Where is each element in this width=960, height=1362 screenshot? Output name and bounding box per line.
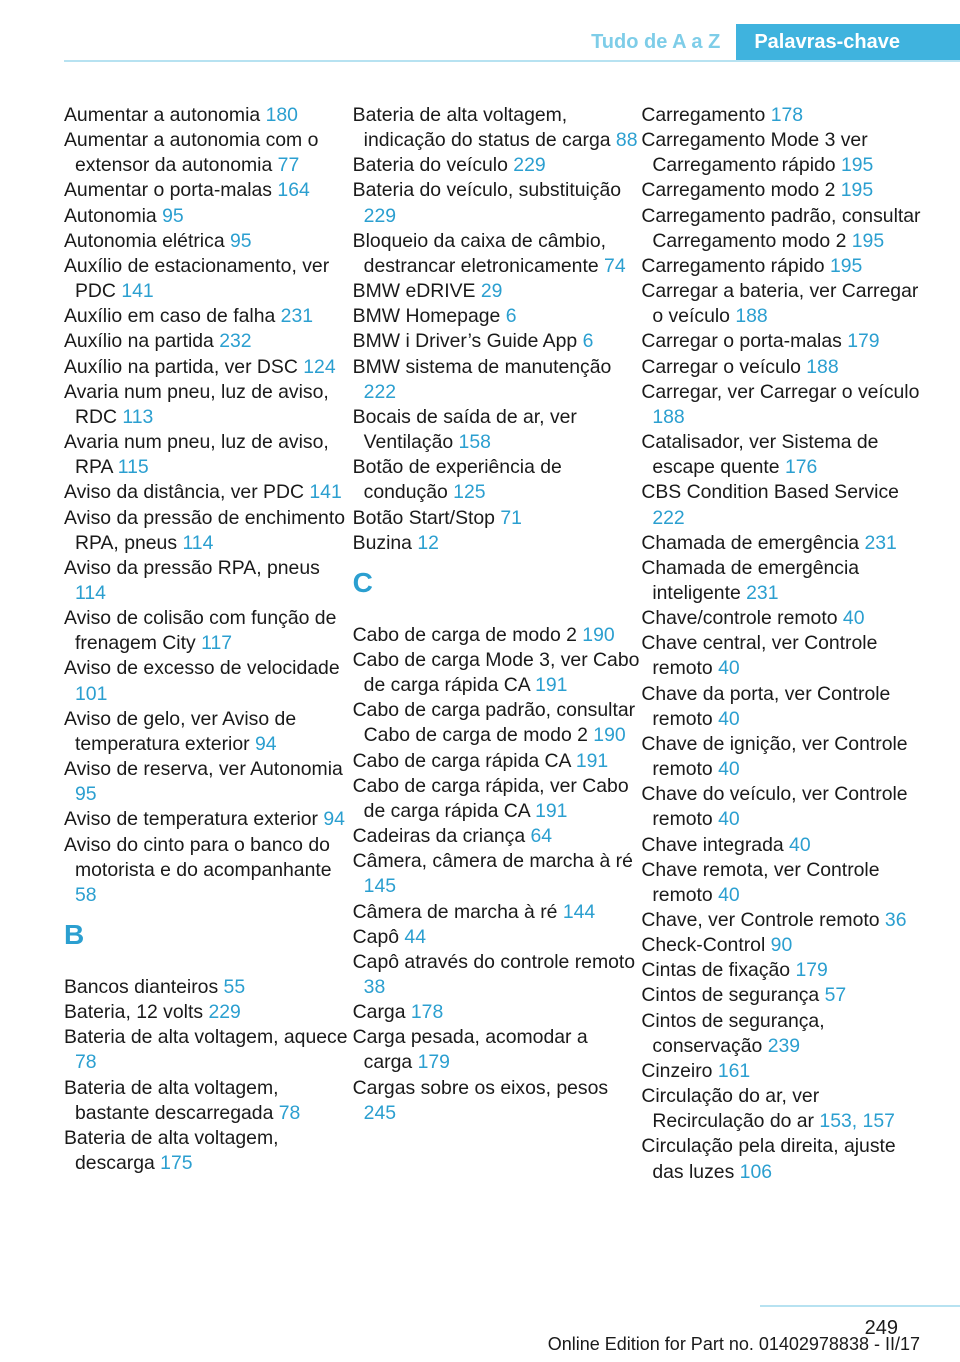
index-entry xyxy=(353,506,642,531)
page-reference-link[interactable]: 88 xyxy=(615,129,638,152)
index-entry-text: Câmera, câmera de marcha à ré xyxy=(352,850,633,873)
index-entry-text: Bateria de alta voltagem, descarga xyxy=(64,1126,279,1175)
page-reference-link[interactable]: 164 xyxy=(277,179,310,202)
index-entry xyxy=(641,908,930,933)
index-entry xyxy=(64,556,353,606)
page-reference-link[interactable]: 191 xyxy=(535,799,568,822)
page-reference-link[interactable]: 40 xyxy=(718,657,740,680)
index-entry xyxy=(353,1000,642,1025)
header-divider xyxy=(64,60,960,62)
page-reference-link[interactable]: 178 xyxy=(410,1001,444,1024)
page-reference-link[interactable]: 190 xyxy=(593,724,626,747)
page-reference-link[interactable]: 101 xyxy=(75,682,108,705)
index-entry xyxy=(353,531,642,556)
index-entry-text: Carregamento xyxy=(641,104,771,126)
index-entry xyxy=(353,103,642,153)
title-tab[interactable]: Palavras-chave xyxy=(736,24,960,60)
index-entry-text: Bateria, 12 volts xyxy=(64,1001,209,1024)
index-entry xyxy=(64,480,353,505)
index-entry-text: Capô xyxy=(352,925,405,948)
index-entry xyxy=(64,807,353,832)
index-entry-text: Botão Start/Stop xyxy=(352,506,501,529)
index-entry xyxy=(641,631,930,681)
page-reference-link[interactable]: 195 xyxy=(851,229,885,252)
page-reference-link[interactable]: 178 xyxy=(770,104,804,126)
page-reference-link[interactable]: 141 xyxy=(309,481,342,504)
page-reference-link[interactable]: 124 xyxy=(303,355,336,378)
index-entry-text: Cintas de fixação xyxy=(641,959,796,982)
index-entry-text: Bateria do veículo xyxy=(352,154,514,177)
index-entry-text: BMW i Driver’s Guide App xyxy=(352,330,583,353)
index-entry-text: Bateria de alta voltagem, indicação do status de carga xyxy=(352,104,616,152)
index-entry-text: Check-Control xyxy=(641,934,771,957)
index-entry-text: Carregamento padrão, consultar Carregamento modo 2 xyxy=(641,204,921,252)
index-entry xyxy=(641,606,930,631)
index-entry xyxy=(641,254,930,279)
page-reference-link[interactable]: 12 xyxy=(417,531,439,554)
index-entry xyxy=(641,858,930,908)
page-reference-link[interactable]: 239 xyxy=(767,1034,801,1057)
page-reference-link[interactable]: 229 xyxy=(513,154,546,177)
index-entry xyxy=(353,824,642,849)
page-reference-link[interactable]: 180 xyxy=(265,104,298,126)
index-entry xyxy=(64,506,353,556)
index-entry-text: BMW Homepage xyxy=(352,305,506,328)
page-reference-link[interactable]: 195 xyxy=(840,179,874,202)
page-reference-link[interactable]: 179 xyxy=(795,959,828,982)
index-entry xyxy=(641,279,930,329)
index-entry-text: Chave de ignição, ver Controle remoto xyxy=(641,732,908,781)
index-entry xyxy=(641,1059,930,1084)
index-entry-text: Chamada de emergência xyxy=(641,531,865,554)
index-entry xyxy=(641,531,930,556)
index-entry-text: Carregamento Mode 3 ver Carregamento rápido xyxy=(641,129,868,177)
page-reference-link[interactable]: 6 xyxy=(582,330,594,353)
index-letter-heading: C xyxy=(352,566,373,598)
index-entry-text: Bateria do veículo, substituição xyxy=(352,179,622,202)
index-entry xyxy=(641,430,930,480)
index-entry-text: Chave central, ver Controle remoto xyxy=(641,632,878,680)
index-entry xyxy=(64,1000,353,1025)
index-entry-text: Cabo de carga de modo 2 xyxy=(352,623,583,646)
index-entry xyxy=(353,329,642,354)
index-entry-text: Aviso de reserva, ver Autonomia xyxy=(64,758,343,781)
page-reference-link[interactable]: 190 xyxy=(582,623,615,646)
page-reference-link[interactable]: 106 xyxy=(739,1160,773,1183)
page-reference-link[interactable]: 29 xyxy=(480,280,503,303)
index-entry xyxy=(353,405,642,455)
page-reference-link[interactable]: 55 xyxy=(223,976,246,998)
index-entry-text: Buzina xyxy=(352,531,418,554)
index-entry xyxy=(641,782,930,832)
section-tab[interactable]: Tudo de A a Z xyxy=(573,24,736,60)
index-column-2 xyxy=(353,103,642,1185)
index-entry xyxy=(641,1009,930,1059)
page-reference-link[interactable]: 191 xyxy=(535,674,568,697)
index-entry-text: Autonomia elétrica xyxy=(64,229,230,252)
page-reference-link[interactable]: 145 xyxy=(363,875,397,898)
footer-edition-text: Online Edition for Part no. 01402978838 - II/17 xyxy=(547,1334,920,1354)
page-reference-link[interactable]: 90 xyxy=(770,934,793,957)
page-reference-link[interactable]: 191 xyxy=(575,749,609,772)
page-reference-link[interactable]: 40 xyxy=(718,707,740,730)
index-entry xyxy=(353,355,642,405)
index-entry xyxy=(64,204,353,229)
page-reference-link[interactable]: 232 xyxy=(219,330,252,353)
page-reference-link[interactable]: 175 xyxy=(160,1152,193,1175)
page-reference-link[interactable]: 179 xyxy=(417,1051,450,1074)
index-entry-text: Chave remota, ver Controle remoto xyxy=(641,858,880,906)
index-entry xyxy=(641,355,930,380)
index-entry-text: Aumentar a autonomia com o extensor da autonomia xyxy=(64,129,319,177)
index-entry-text: Bocais de saída de ar, ver Ventilação xyxy=(352,405,577,454)
page-reference-link[interactable]: 229 xyxy=(363,204,397,227)
page-reference-link[interactable]: 95 xyxy=(75,783,97,806)
index-entry-text: Cintos de segurança xyxy=(641,984,825,1007)
index-entry-text: Avaria num pneu, luz de aviso, RPA xyxy=(64,431,329,479)
index-entry xyxy=(64,833,353,908)
page-number: 249 xyxy=(864,1317,898,1339)
index-entry-text: Câmera de marcha à ré xyxy=(352,900,563,923)
page-reference-link[interactable]: 71 xyxy=(500,506,522,529)
page-reference-link[interactable]: 36 xyxy=(884,909,907,931)
index-entry xyxy=(64,254,353,304)
index-entry xyxy=(353,925,642,950)
page-reference-link[interactable]: 58 xyxy=(75,883,97,906)
index-entry-text: CBS Condition Based Service xyxy=(641,481,899,504)
index-entry xyxy=(64,329,353,354)
index-entry-text: Chave integrada xyxy=(641,833,790,856)
index-entry-text: Carregar, ver Carregar o veículo xyxy=(641,380,920,403)
page-reference-link[interactable]: 77 xyxy=(277,154,300,177)
page-reference-link[interactable]: 78 xyxy=(278,1101,301,1124)
index-entry xyxy=(641,958,930,983)
index-entry xyxy=(64,606,353,656)
footer-divider xyxy=(760,1305,960,1307)
page-reference-link[interactable]: 141 xyxy=(121,280,154,303)
page-reference-link[interactable]: 94 xyxy=(323,808,345,831)
page-reference-link[interactable]: 74 xyxy=(604,254,626,277)
index-entry xyxy=(641,204,930,254)
index-entry-text: Carga pesada, acomodar a carga xyxy=(352,1026,588,1074)
index-columns xyxy=(64,103,930,1185)
page-reference-link[interactable]: 229 xyxy=(208,1001,241,1024)
index-entry-text: Chave da porta, ver Controle remoto xyxy=(641,682,891,730)
index-entry xyxy=(641,178,930,203)
index-entry-text: BMW eDRIVE xyxy=(352,280,481,303)
index-entry xyxy=(641,480,930,530)
page-reference-link[interactable]: 6 xyxy=(505,305,517,328)
index-entry-text: Avaria num pneu, luz de aviso, RDC xyxy=(64,380,329,428)
index-entry-text: Cabo de carga rápida, ver Cabo de carga rápida CA xyxy=(352,774,629,822)
page-reference-link[interactable]: 40 xyxy=(842,607,865,630)
index-entry-text: Auxílio de estacionamento, ver PDC xyxy=(64,254,330,303)
index-entry xyxy=(64,103,353,128)
page-reference-link[interactable]: 125 xyxy=(453,481,486,504)
index-entry-text: Aviso da pressão RPA, pneus xyxy=(64,556,320,579)
index-entry xyxy=(641,329,930,354)
index-entry-text: Aviso de excesso de velocidade xyxy=(64,657,340,680)
index-entry-text: Aviso de gelo, ver Aviso de temperatura exterior xyxy=(64,707,297,755)
index-entry-text: Chave, ver Controle remoto xyxy=(641,909,885,931)
index-entry xyxy=(353,950,642,1000)
index-entry-text: Cintos de segurança, conservação xyxy=(641,1009,825,1057)
index-entry xyxy=(353,153,642,178)
page-reference-link[interactable]: 94 xyxy=(254,732,277,755)
page-reference-link[interactable]: 114 xyxy=(182,531,214,554)
index-entry-text: Aviso de temperatura exterior xyxy=(64,808,324,831)
index-entry-text: Cadeiras da criança xyxy=(352,825,531,848)
index-entry-text: Bateria de alta voltagem, bastante descarregada xyxy=(64,1076,279,1124)
page-reference-link[interactable]: 38 xyxy=(363,976,386,998)
index-entry xyxy=(641,983,930,1008)
index-entry xyxy=(353,304,642,329)
index-entry xyxy=(641,556,930,606)
index-entry xyxy=(64,656,353,706)
index-entry-text: Carregar a bateria, ver Carregar o veículo xyxy=(641,280,919,328)
page-reference-link[interactable]: 57 xyxy=(824,984,847,1007)
index-entry xyxy=(353,178,642,228)
index-entry xyxy=(353,279,642,304)
index-entry xyxy=(641,732,930,782)
index-entry-text: Chamada de emergência inteligente xyxy=(641,556,860,604)
index-entry xyxy=(641,380,930,430)
page-reference-link[interactable]: 188 xyxy=(735,305,768,328)
index-entry-text: Cabo de carga padrão, consultar Cabo de carga de modo 2 xyxy=(352,699,636,747)
index-entry-text: Aviso da pressão de enchimento RPA, pneus xyxy=(64,506,345,554)
index-entry xyxy=(353,229,642,279)
index-entry-text: Circulação pela direita, ajuste das luzes xyxy=(641,1135,896,1183)
index-entry xyxy=(64,304,353,329)
page-reference-link[interactable]: 222 xyxy=(652,506,685,529)
index-entry xyxy=(64,128,353,178)
page-reference-link[interactable]: 40 xyxy=(718,758,740,781)
page-reference-link[interactable]: 222 xyxy=(363,380,397,403)
index-entry xyxy=(64,380,353,430)
index-entry-text: Auxílio em caso de falha xyxy=(64,305,281,328)
index-entry xyxy=(353,1025,642,1075)
index-entry-text: Bancos dianteiros xyxy=(64,976,224,998)
page-reference-link[interactable]: 179 xyxy=(847,330,880,353)
index-column-1 xyxy=(64,103,353,1185)
index-entry-text: BMW sistema de manutenção xyxy=(352,355,612,378)
index-entry xyxy=(64,975,353,1000)
index-entry-text: Auxílio na partida, ver DSC xyxy=(64,355,304,378)
index-entry-text: Cinzeiro xyxy=(641,1059,718,1082)
index-entry xyxy=(64,178,353,203)
page-reference-link[interactable]: 144 xyxy=(562,900,596,923)
index-entry xyxy=(353,698,642,748)
index-entry xyxy=(64,355,353,380)
page-reference-link[interactable]: 231 xyxy=(746,581,779,604)
index-entry-text: Cabo de carga rápida CA xyxy=(352,749,576,772)
page-reference-link[interactable]: 115 xyxy=(117,456,149,479)
page-reference-link[interactable]: 231 xyxy=(864,531,897,554)
index-entry-text: Aumentar o porta-malas xyxy=(64,179,278,202)
index-entry xyxy=(353,1076,642,1126)
page-reference-link[interactable]: 40 xyxy=(718,883,740,906)
index-entry-text: Carga xyxy=(352,1001,411,1024)
page-reference-link[interactable]: 117 xyxy=(201,632,233,655)
page-reference-link[interactable]: 95 xyxy=(230,229,252,252)
index-entry xyxy=(641,1084,930,1134)
index-entry-text: Auxílio na partida xyxy=(64,330,220,353)
page-reference-link[interactable]: 95 xyxy=(162,204,184,227)
index-entry xyxy=(353,900,642,925)
page-reference-link[interactable]: 153, 157 xyxy=(819,1110,895,1133)
index-entry xyxy=(641,1134,930,1184)
index-entry xyxy=(641,682,930,732)
index-entry-text: Aumentar a autonomia xyxy=(64,104,266,126)
page-reference-link[interactable]: 113 xyxy=(122,405,154,428)
page-reference-link[interactable]: 195 xyxy=(840,154,874,177)
index-entry xyxy=(353,849,642,899)
page-reference-link[interactable]: 161 xyxy=(717,1059,751,1082)
index-entry xyxy=(64,1126,353,1176)
page-reference-link[interactable]: 114 xyxy=(75,581,106,604)
index-entry-text: Carregar o veículo xyxy=(641,355,807,378)
page-reference-link[interactable]: 176 xyxy=(784,456,818,479)
index-entry-text: Aviso da distância, ver PDC xyxy=(64,481,310,504)
page-reference-link[interactable]: 158 xyxy=(458,431,491,454)
page-reference-link[interactable]: 78 xyxy=(75,1051,97,1074)
index-entry xyxy=(641,933,930,958)
page-reference-link[interactable]: 195 xyxy=(829,254,863,277)
index-entry xyxy=(353,749,642,774)
index-entry-text: Cargas sobre os eixos, pesos xyxy=(352,1076,609,1099)
index-entry-text: Botão de experiência de condução xyxy=(352,456,562,504)
page-reference-link[interactable]: 231 xyxy=(280,305,314,328)
index-entry xyxy=(64,229,353,254)
index-entry-text: Aviso de colisão com função de frenagem City xyxy=(64,607,337,655)
index-entry-text: Capô através do controle remoto xyxy=(352,950,636,973)
page-reference-link[interactable]: 188 xyxy=(806,355,839,378)
index-entry xyxy=(64,1076,353,1126)
index-entry xyxy=(641,833,930,858)
index-column-3 xyxy=(641,103,930,1185)
index-entry-text: Chave do veículo, ver Controle remoto xyxy=(641,783,908,831)
index-entry-text: Aviso do cinto para o banco do motorista e do acompanhante xyxy=(64,833,332,881)
page-reference-link[interactable]: 40 xyxy=(718,808,740,831)
index-entry xyxy=(353,455,642,505)
index-entry-text: Carregamento rápido xyxy=(641,254,830,277)
page-reference-link[interactable]: 40 xyxy=(789,833,811,856)
index-entry xyxy=(64,707,353,757)
index-entry xyxy=(353,648,642,698)
index-entry-text: Bateria de alta voltagem, aquece xyxy=(64,1026,348,1049)
index-entry-text: Chave/controle remoto xyxy=(641,607,843,630)
page-reference-link[interactable]: 188 xyxy=(652,405,685,428)
index-entry-text: Carregar o porta-malas xyxy=(641,330,848,353)
index-entry xyxy=(353,774,642,824)
index-entry xyxy=(64,757,353,807)
page-reference-link[interactable]: 64 xyxy=(530,825,553,848)
index-entry xyxy=(64,430,353,480)
index-entry xyxy=(353,623,642,648)
index-entry xyxy=(641,128,930,178)
index-entry xyxy=(641,103,930,128)
page-reference-link[interactable]: 245 xyxy=(363,1101,397,1124)
index-entry-text: Bloqueio da caixa de câmbio, destrancar eletronicamente xyxy=(352,229,606,277)
page-reference-link[interactable]: 44 xyxy=(404,925,426,948)
index-entry-text: Autonomia xyxy=(64,204,163,227)
index-entry-text: Circulação do ar, ver Recirculação do ar xyxy=(641,1085,820,1133)
index-entry-text: Catalisador, ver Sistema de escape quente xyxy=(641,431,879,479)
index-letter-heading: B xyxy=(64,919,85,950)
index-entry-text: Carregamento modo 2 xyxy=(641,179,841,202)
index-entry xyxy=(64,1025,353,1075)
index-entry-text: Cabo de carga Mode 3, ver Cabo de carga rápida CA xyxy=(352,648,640,697)
page-header xyxy=(573,24,960,60)
